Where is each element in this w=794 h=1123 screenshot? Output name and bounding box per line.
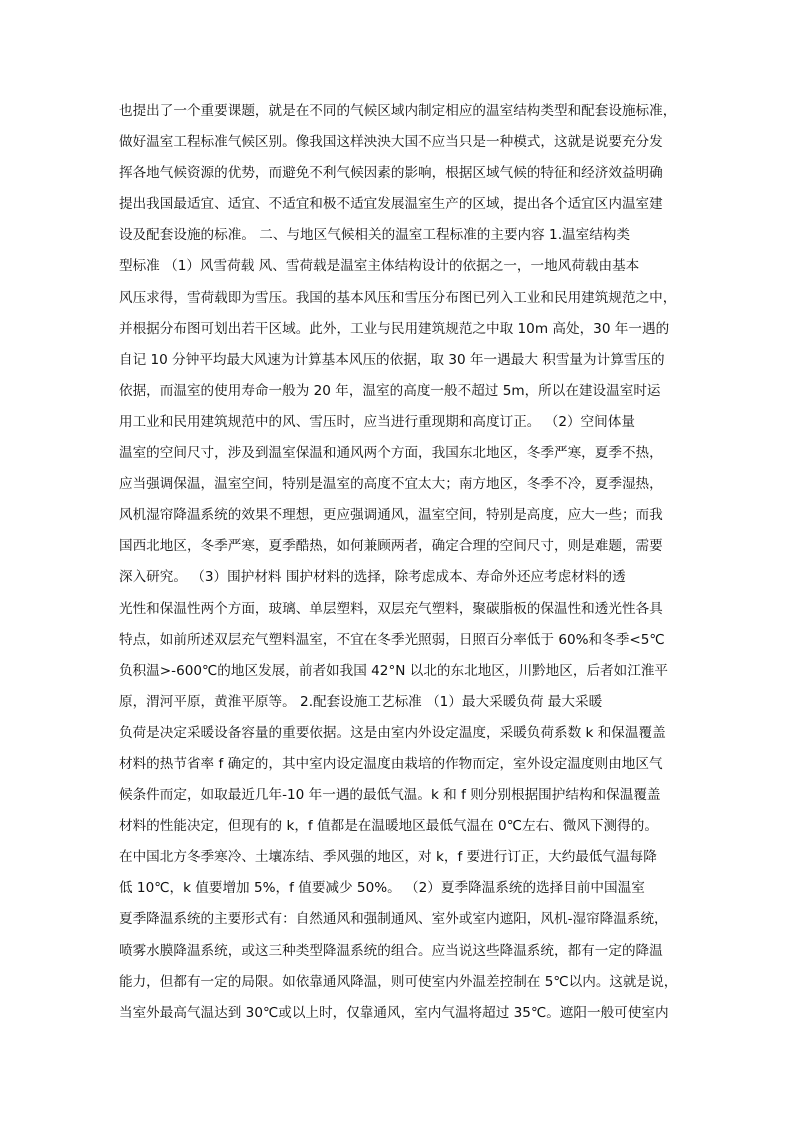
text-line: 当室外最高气温达到 30℃或以上时，仅靠通风，室内气温将超过 35℃。遮阳一般可使室内 <box>119 1004 669 1021</box>
text-line: 深入研究。 （3）围护材料 围护材料的选择，除考虑成本、寿命外还应考虑材料的透 <box>119 569 626 586</box>
text-line: 候条件而定，如取最近几年-10 年一遇的最低气温。k 和 f 则分别根据围护结构和保温覆盖 <box>119 787 661 804</box>
text-line: 依据，而温室的使用寿命一般为 20 年，温室的高度一般不超过 5m，所以在建设温室时运 <box>119 382 661 399</box>
text-line: 风压求得，雪荷载即为雪压。我国的基本风压和雪压分布图已列入工业和民用建筑规范之中， <box>119 289 677 306</box>
text-line: 提出我国最适宜、适宜、不适宜和极不适宜发展温室生产的区域，提出各个适宜区内温室建 <box>119 196 663 213</box>
text-line: 国西北地区，冬季严寒，夏季酷热，如何兼顾两者，确定合理的空间尺寸，则是难题，需要 <box>119 538 663 555</box>
text-line: 挥各地气候资源的优势，而避免不利气候因素的影响，根据区域气候的特征和经济效益明确 <box>119 165 663 182</box>
text-line: 用工业和民用建筑规范中的风、雪压时，应当进行重现期和高度订正。 （2）空间体量 <box>119 413 635 430</box>
text-line: 夏季降温系统的主要形式有：自然通风和强制通风、室外或室内遮阳，风机-湿帘降温系统， <box>119 911 668 928</box>
text-line: 负积温>-600℃的地区发展，前者如我国 42°N 以北的东北地区，川黔地区，后者如江淮平 <box>119 662 669 679</box>
text-line: 喷雾水膜降温系统，或这三种类型降温系统的组合。应当说这些降温系统，都有一定的降温 <box>119 942 663 959</box>
text-line: 自记 10 分钟平均最大风速为计算基本风压的依据，取 30 年一遇最大 积雪量为计算雪压的 <box>119 351 665 368</box>
text-line: 负荷是决定采暖设备容量的重要依据。这是由室内外设定温度，采暖负荷系数 k 和保温覆盖 <box>119 724 666 741</box>
text-line: 低 10℃，k 值要增加 5%，f 值要减少 50%。 （2）夏季降温系统的选择目前中国温室 <box>119 880 645 897</box>
text-line: 原，渭河平原，黄淮平原等。 2.配套设施工艺标准 （1）最大采暖负荷 最大采暖 <box>119 693 603 710</box>
text-line: 光性和保温性两个方面，玻璃、单层塑料，双层充气塑料，聚碳脂板的保温性和透光性各具 <box>119 600 663 617</box>
text-line: 温室的空间尺寸，涉及到温室保温和通风两个方面，我国东北地区，冬季严寒，夏季不热， <box>119 445 663 462</box>
text-line: 设及配套设施的标准。 二、与地区气候相关的温室工程标准的主要内容 1.温室结构类 <box>119 227 630 244</box>
text-line: 材料的性能决定，但现有的 k，f 值都是在温暖地区最低气温在 0℃左右、微风下测得的。 <box>119 818 658 835</box>
text-line: 并根据分布图可划出若干区域。此外，工业与民用建筑规范之中取 10m 高处，30 年一遇的 <box>119 320 670 337</box>
text-line: 型标准 （1）风雪荷载 风、雪荷载是温室主体结构设计的依据之一，一地风荷载由基本 <box>119 258 640 275</box>
body-paragraph <box>119 96 679 1029</box>
text-line: 特点，如前所述双层充气塑料温室，不宜在冬季光照弱，日照百分率低于 60%和冬季<5℃ <box>119 631 665 648</box>
text-line: 风机湿帘降温系统的效果不理想，更应强调通风，温室空间，特别是高度，应大一些；而我 <box>119 507 663 524</box>
text-line: 也提出了一个重要课题，就是在不同的气候区域内制定相应的温室结构类型和配套设施标准， <box>119 103 677 119</box>
text-line: 材料的热节省率 f 确定的，其中室内设定温度由栽培的作物而定，室外设定温度则由地区气 <box>119 755 663 772</box>
text-line: 在中国北方冬季寒冷、土壤冻结、季风强的地区，对 k，f 要进行订正，大约最低气温每降 <box>119 849 657 866</box>
text-line: 能力，但都有一定的局限。如依靠通风降温，则可使室内外温差控制在 5℃以内。这就是说， <box>119 973 678 990</box>
text-line: 应当强调保温，温室空间，特别是温室的高度不宜太大；南方地区，冬季不冷，夏季湿热， <box>119 476 663 493</box>
text-line: 做好温室工程标准气候区别。像我国这样泱泱大国不应当只是一种模式，这就是说要充分发 <box>119 134 663 151</box>
